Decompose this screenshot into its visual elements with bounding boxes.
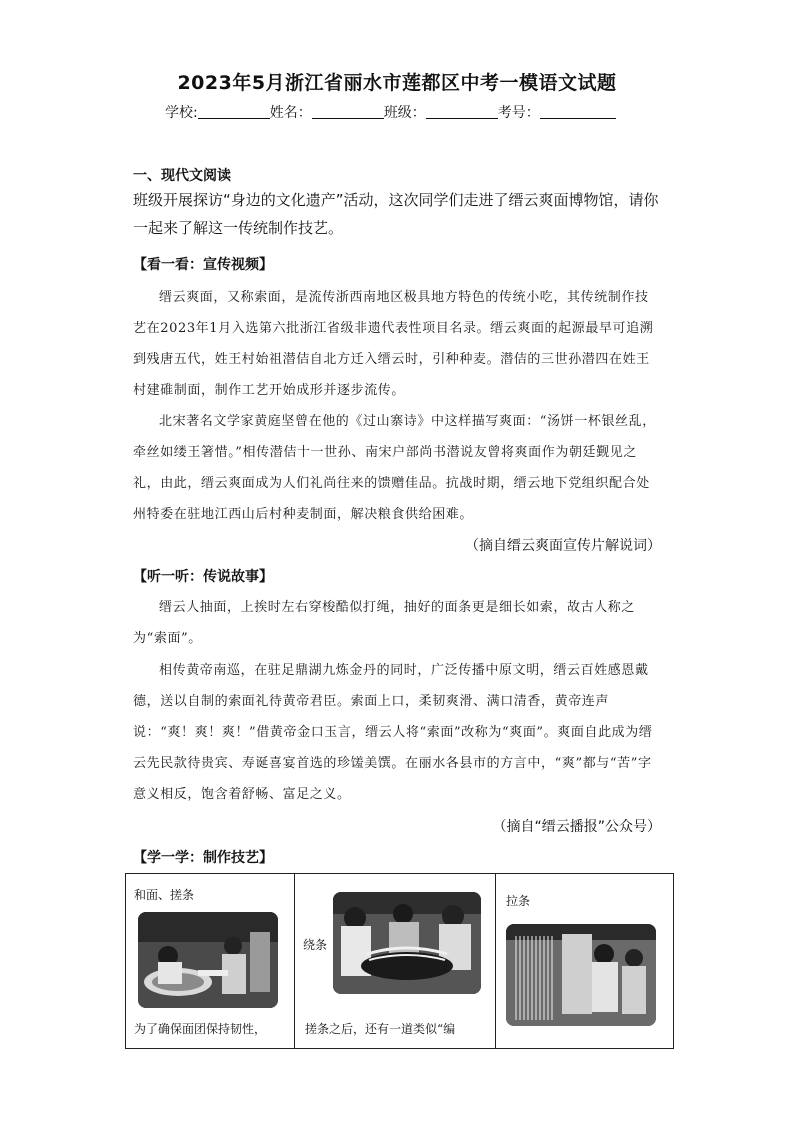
page-title: 2023年5月浙江省丽水市莲都区中考一模语文试题: [177, 72, 617, 94]
part2-source: （摘自“缙云播报”公众号）: [492, 819, 661, 835]
kneading-title: 和面、搓条: [134, 888, 195, 902]
stretching-photo: [506, 924, 656, 1026]
coiling-photo-image: [333, 892, 481, 994]
class-blank: [426, 104, 498, 119]
student-info-line: [165, 102, 616, 122]
kneading-photo-image: [138, 912, 278, 1008]
exam-no-label: 考号：: [497, 105, 540, 121]
part1-source: （摘自缙云爽面宣传片解说词）: [465, 538, 661, 554]
exam-no-blank: [540, 104, 616, 119]
section-intro: 班级开展探访“身边的文化遗产”活动，这次同学们走进了缙云爽面博物馆，请你一起来了解这一传统制作技艺。: [133, 191, 659, 237]
craft-cell-coiling: [295, 874, 496, 1049]
part1-label: 【看一看：宣传视频】: [133, 257, 273, 273]
part3-label: 【学一学：制作技艺】: [133, 850, 273, 866]
part1-paragraph-2: 北宋著名文学家黄庭坚曾在他的《过山寨诗》中这样描写爽面：“汤饼一杯银丝乱，牵丝如缕王箸惜。”相传潜佶十一世孙、南宋户部尚书潜说友曾将爽面作为朝廷觐见之礼，由此，缙云爽面成为人们礼尚往来的馈赠佳品。抗战时期，缙云地下党组织配合处州特委在驻地江西山后村种麦制面，解决粮食供给困难。: [133, 414, 656, 522]
coiling-caption: 搓条之后，还有一道类似“编: [305, 1022, 456, 1036]
name-blank: [312, 104, 384, 119]
part2-label: 【听一听：传说故事】: [133, 569, 273, 585]
coiling-photo: [333, 892, 481, 994]
part2-paragraph-1: 缙云人抽面，上挨时左右穿梭酷似打绳，抽好的面条更是细长如索，故古人称之为“索面”。: [133, 600, 636, 646]
school-label: 学校:: [165, 105, 198, 121]
part2-paragraph-2: 相传黄帝南巡，在驻足鼎湖九炼金丹的同时，广泛传播中原文明，缙云百姓感恩戴德，送以自制的索面礼待黄帝君臣。索面上口，柔韧爽滑、满口清香，黄帝连声说：“爽！爽！爽！”借黄帝金口玉言，缙云人将“索面”改称为“爽面”。爽面自此成为缙云先民款待贵宾、寿诞喜宴首选的珍馐美馔。在丽水各县市的方言中，“爽”都与“苦”字意义相反，饱含着舒畅、富足之义。: [133, 663, 653, 802]
craft-cell-kneading: [126, 874, 295, 1049]
craft-cell-stretching: [496, 874, 674, 1049]
name-label: 姓名：: [269, 105, 312, 121]
craft-table: [125, 873, 674, 1049]
part1-paragraph-1: 缙云爽面，又称索面，是流传浙西南地区极具地方特色的传统小吃，其传统制作技艺在2023年1月入选第六批浙江省级非遗代表性项目名录。缙云爽面的起源最早可追溯到残唐五代，姓王村始祖潜佶自北方迁入缙云时，引种种麦。潜佶的三世孙潜四在姓王村建碓制面，制作工艺开始成形并逐步流传。: [133, 290, 654, 398]
section-heading: 一、现代文阅读: [133, 168, 231, 184]
school-blank: [198, 104, 270, 119]
class-label: 班级：: [383, 105, 426, 121]
coiling-title: 绕条: [303, 938, 328, 952]
stretching-photo-image: [506, 924, 656, 1026]
kneading-caption: 为了确保面团保持韧性，: [134, 1022, 267, 1036]
kneading-photo: [138, 912, 278, 1008]
stretching-title: 拉条: [506, 894, 531, 908]
